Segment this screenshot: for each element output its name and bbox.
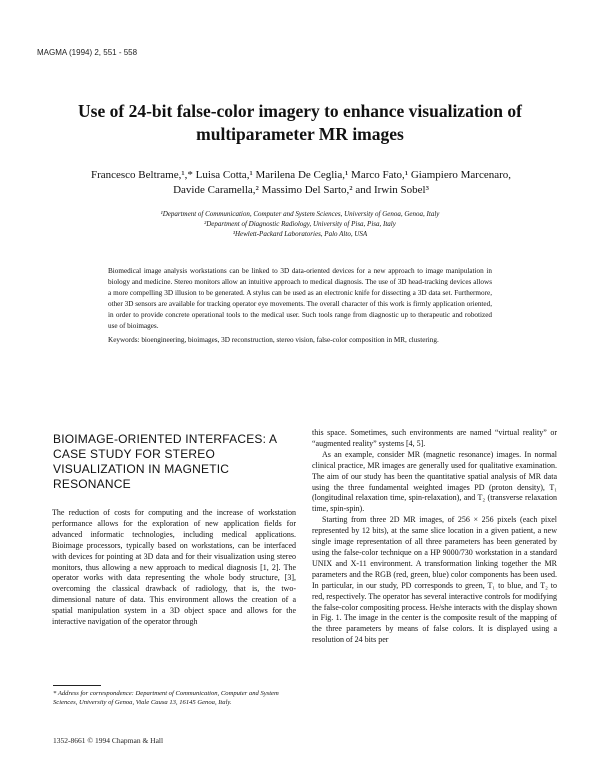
affiliations [120, 209, 480, 239]
right-column [312, 428, 557, 646]
abstract: Biomedical image analysis workstations can be linked to 3D data-oriented devices for a new approach to image manipulation in biology and medicine. Stereo monitors allow an intuitive approach to medical diagnosis. The use of 3D head-tracking devices allows a more compelling 3D illusion to be generated. A stylus can be used as an electronic knife for dissecting a 3D data set. Furthermore, other 3D sensors are available for tracking operator eye movements. The overall character of this work is firmly application oriented, in order to provide concrete operational tools to the medical user. Such tools range from diagnostic up to therapeutic and robotized use of bioimages. [108, 267, 492, 330]
author-list [56, 168, 546, 198]
author-line-1: Francesco Beltrame,¹,* Luisa Cotta,¹ Marilena De Ceglia,¹ Marco Fato,¹ Giampiero Marcenaro, [90, 169, 512, 181]
keywords: Keywords: bioengineering, bioimages, 3D reconstruction, stereo vision, false-color composition in MR, clustering. [108, 336, 439, 344]
correspondence-footnote: * Address for correspondence: Department of Communication, Computer and System Sciences, University of Genoa, Viale Causa 13, 16145 Genoa, Italy. [53, 690, 279, 706]
paper-title [40, 100, 560, 146]
left-column [52, 508, 296, 628]
body-paragraph: this space. Sometimes, such environments are named “virtual reality” or “augmented reality” systems [4, 5]. [312, 428, 557, 448]
affiliation-1: ¹Department of Communication, Computer and System Sciences, University of Genoa, Genoa, Italy [160, 210, 440, 218]
body-paragraph: As an example, consider MR (magnetic resonance) images. In normal clinical practice, MR images are generally used for qualitative examination. The aim of our study has been the quantitative spatial analysis of MR data using the three fundamental weighted images PD (proton density), T₁ (longitudinal relaxation time, spin-relaxation), and T₂ (transverse relaxation time, spin-spin). [312, 449, 557, 514]
author-line-2: Davide Caramella,² Massimo Del Sarto,² and Irwin Sobel³ [173, 184, 429, 196]
body-paragraph: Starting from three 2D MR images, of 256 × 256 pixels (each pixel represented by 12 bits), at the same slice location in a given patient, a new single image representation of all three parameters has been generated by using the false-color technique on a HP 9000/730 workstation in a standard UNIX and X-11 environment. A transformation linking together the MR parameters and the RGB (red, green, blue) color components has been used. In particular, in our study, PD corresponds to green, T₁ to blue, and T₂ to red, respectively. The operator has several interactive controls for modifying the false-color compositing process. He/she interacts with the display shown in Fig. 1. The image in the center is the composite result of the mapping of the three parameters by means of false colors. It is displayed using a resolution of 24 bits per [312, 515, 557, 645]
affiliation-3: ³Hewlett-Packard Laboratories, Palo Alto, USA [232, 230, 368, 238]
title-line-1: Use of 24-bit false-color imagery to enhance visualization of [78, 101, 522, 121]
body-paragraph: The reduction of costs for computing and the increase of workstation performance allows for the exploration of new application fields for advanced informatic technologies, including medical applications. Bioimage processors, typically based on workstations, can be interfaced with devices for pointing at 3D data and for their visualization using stereo monitors, thus allowing a new approach to medical diagnosis [1, 2]. The operator works with data representing the whole body structure, [3], overcoming the classical drawback of radiology, that is, the two-dimensional nature of data. This environment allows the creation of a spatial manipulation system in a 3D object space and allows for the interactive navigation of the operator through [52, 508, 296, 627]
footnote-divider [53, 685, 101, 686]
section-heading: BIOIMAGE-ORIENTED INTERFACES: A CASE STUDY FOR STEREO VISUALIZATION IN MAGNETIC RESONANCE [53, 432, 277, 491]
title-line-2: multiparameter MR images [196, 124, 404, 144]
journal-citation: MAGMA (1994) 2, 551 - 558 [37, 48, 138, 57]
copyright-line: 1352-8661 © 1994 Chapman & Hall [53, 736, 164, 745]
affiliation-2: ²Department of Diagnostic Radiology, University of Pisa, Pisa, Italy [204, 220, 396, 228]
